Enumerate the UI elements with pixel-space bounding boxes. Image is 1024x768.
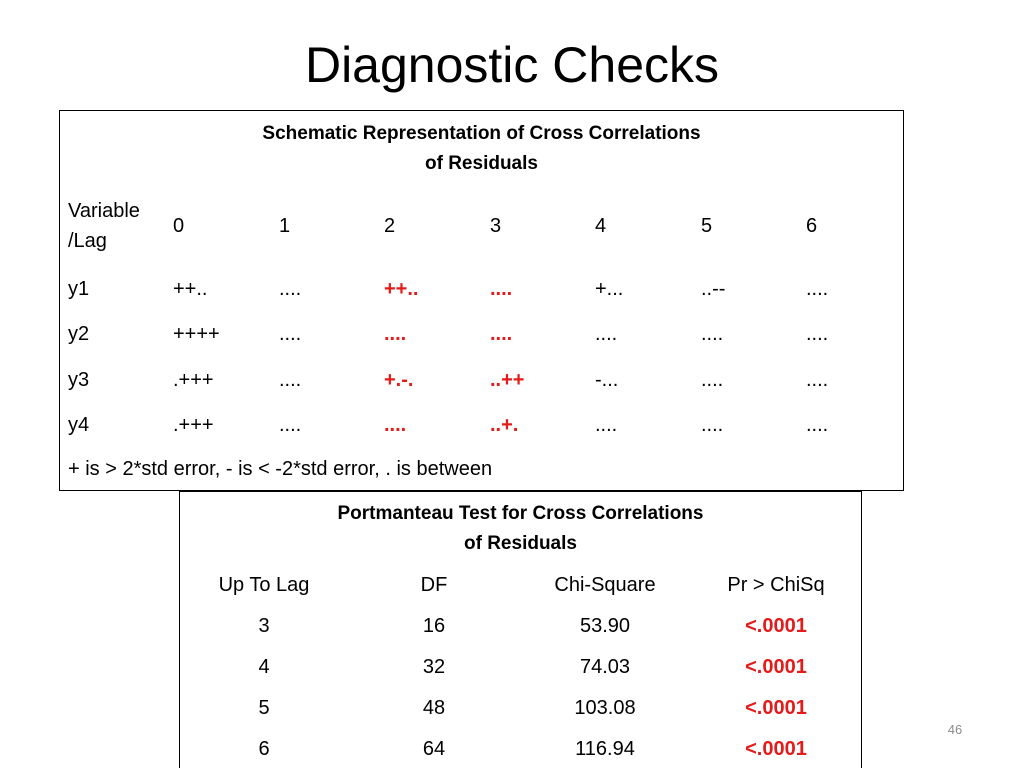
table-cell: 16: [422, 615, 446, 637]
header-variable-line2: /Lag: [68, 230, 107, 252]
table-cell: ....: [701, 369, 724, 391]
p-value-cell: <.0001: [745, 738, 807, 760]
table-cell-highlighted: ..+.: [490, 414, 519, 436]
table-cell: 3: [258, 615, 270, 637]
portmanteau-caption-line1: Portmanteau Test for Cross Correlations: [337, 503, 704, 524]
header-lag-3: 3: [490, 215, 502, 237]
cross-correlation-table: [59, 110, 904, 491]
portmanteau-table: [179, 491, 862, 768]
header-lag-5: 5: [701, 215, 713, 237]
table-cell: 6: [258, 738, 270, 760]
row-variable: y4: [68, 414, 90, 436]
table-cell: .+++: [173, 414, 214, 436]
p-value-cell: <.0001: [745, 656, 807, 678]
table-cell: ....: [595, 414, 618, 436]
table-cell: +...: [595, 278, 624, 300]
table-cell: .+++: [173, 369, 214, 391]
table-cell: ....: [701, 414, 724, 436]
header-lag-0: 0: [173, 215, 185, 237]
table-cell: 32: [422, 656, 446, 678]
table-cell: ....: [279, 369, 302, 391]
table-cell: ....: [595, 323, 618, 345]
table-cell-highlighted: ....: [384, 414, 407, 436]
p-value-cell: <.0001: [745, 697, 807, 719]
cross-correlation-caption-line1: Schematic Representation of Cross Correlations: [262, 123, 701, 144]
header-df: DF: [420, 574, 448, 596]
table-cell-highlighted: ..++: [490, 369, 525, 391]
table-cell: ++++: [173, 323, 220, 345]
table-legend: + is > 2*std error, - is < -2*std error, . is between: [68, 458, 493, 480]
header-lag-4: 4: [595, 215, 607, 237]
table-cell: 5: [258, 697, 270, 719]
header-up-to-lag: Up To Lag: [218, 574, 310, 596]
table-cell: ....: [279, 414, 302, 436]
table-cell: 48: [422, 697, 446, 719]
slide-title: Diagnostic Checks: [304, 37, 720, 93]
table-cell: ....: [279, 278, 302, 300]
row-variable: y3: [68, 369, 90, 391]
portmanteau-caption-line2: of Residuals: [464, 533, 577, 554]
table-cell: 116.94: [575, 738, 635, 760]
header-lag-2: 2: [384, 215, 396, 237]
table-cell: -...: [595, 369, 619, 391]
slide-number: 46: [947, 722, 963, 737]
table-cell: ....: [279, 323, 302, 345]
header-variable-line1: Variable: [68, 200, 140, 222]
table-cell: 103.08: [574, 697, 636, 719]
table-cell-highlighted: +.-.: [384, 369, 414, 391]
table-cell-highlighted: ++..: [384, 278, 419, 300]
table-cell: 64: [422, 738, 446, 760]
header-lag-6: 6: [806, 215, 818, 237]
table-cell: 74.03: [579, 656, 631, 678]
table-cell: 53.90: [579, 615, 631, 637]
table-cell: ....: [806, 323, 829, 345]
table-cell-highlighted: ....: [384, 323, 407, 345]
row-variable: y1: [68, 278, 90, 300]
table-cell-highlighted: ....: [490, 323, 513, 345]
table-cell: ....: [806, 414, 829, 436]
table-cell: ....: [806, 278, 829, 300]
table-cell: ....: [806, 369, 829, 391]
table-cell: ++..: [173, 278, 208, 300]
table-cell: 4: [258, 656, 270, 678]
cross-correlation-caption-line2: of Residuals: [425, 153, 538, 174]
table-cell: ....: [701, 323, 724, 345]
header-lag-1: 1: [279, 215, 291, 237]
header-pr-chisq: Pr > ChiSq: [727, 574, 825, 596]
table-cell-highlighted: ....: [490, 278, 513, 300]
table-cell: ..--: [701, 278, 726, 300]
p-value-cell: <.0001: [745, 615, 807, 637]
header-chi-square: Chi-Square: [554, 574, 656, 596]
row-variable: y2: [68, 323, 90, 345]
